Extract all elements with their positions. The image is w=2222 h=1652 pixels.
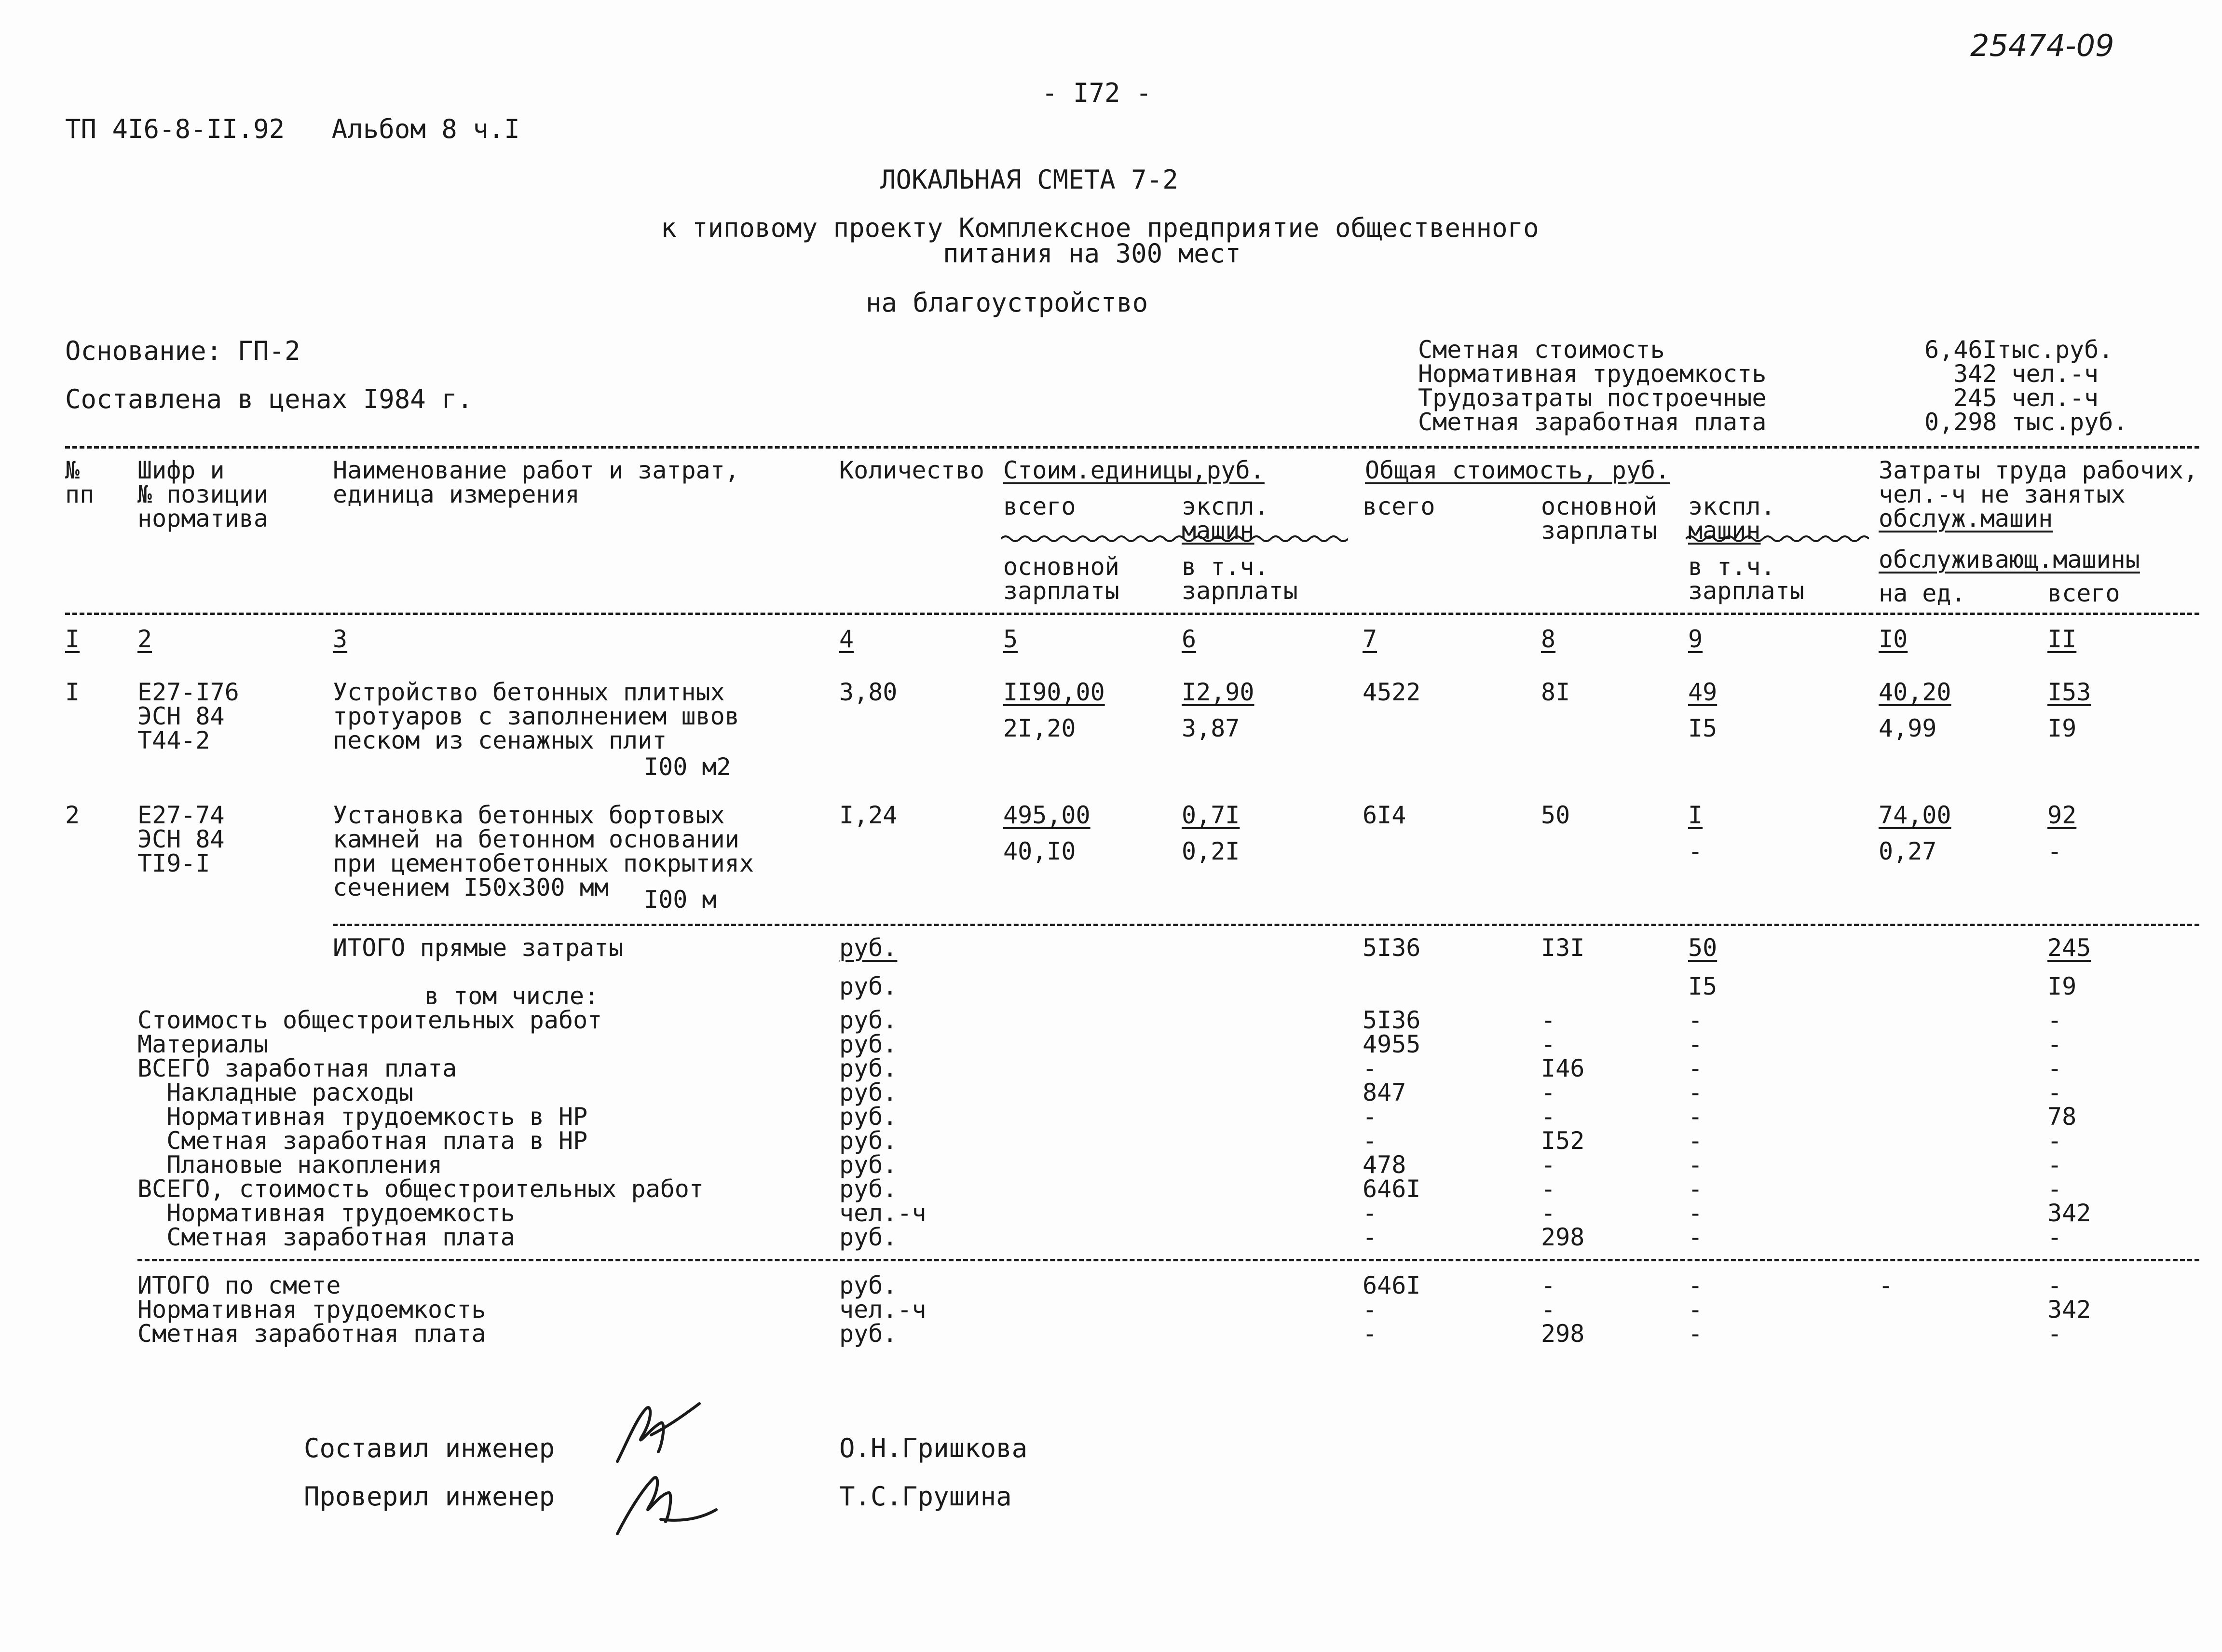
breakdown-label: Стоимость общестроительных работ bbox=[137, 1006, 602, 1034]
row-labor-total: 92 bbox=[2047, 801, 2077, 829]
row-code: Т44-2 bbox=[137, 726, 210, 754]
direct-costs-wage: I3I bbox=[1541, 934, 1585, 962]
row-total: 4522 bbox=[1363, 678, 1421, 706]
breakdown-total: 4955 bbox=[1363, 1030, 1421, 1058]
row-work-name: при цементобетонных покрытиях bbox=[333, 849, 754, 877]
row-unit-mach: I2,90 bbox=[1182, 678, 1254, 706]
totals-total: 646I bbox=[1363, 1271, 1421, 1299]
direct-costs-incl: I5 bbox=[1688, 972, 1718, 1000]
header-labor: обслуживающ.машины bbox=[1879, 546, 2140, 573]
direct-costs-label: ИТОГО прямые затраты bbox=[333, 934, 624, 962]
totals-labor: - bbox=[2047, 1271, 2062, 1299]
signature-image bbox=[608, 1399, 714, 1466]
row-unit-cost: 495,00 bbox=[1003, 801, 1091, 829]
breakdown-labor: 342 bbox=[2047, 1199, 2091, 1227]
row-code: ЭСН 84 bbox=[137, 702, 225, 730]
row-total: 6I4 bbox=[1363, 801, 1406, 829]
breakdown-label: ВСЕГО, стоимость общестроительных работ bbox=[137, 1175, 704, 1203]
column-number: 8 bbox=[1541, 625, 1556, 653]
breakdown-label: Материалы bbox=[137, 1030, 268, 1058]
breakdown-mach: - bbox=[1688, 1199, 1703, 1227]
signature-image bbox=[608, 1466, 723, 1539]
document-number: 25474-09 bbox=[1970, 28, 2114, 63]
header-labor: чел.-ч не занятых bbox=[1879, 480, 2126, 508]
breakdown-mach: - bbox=[1688, 1103, 1703, 1131]
row-work-name: тротуаров с заполнением швов bbox=[333, 702, 739, 730]
header-unit-incl: в т.ч. bbox=[1182, 553, 1269, 581]
header-unit-wage: зарплаты bbox=[1003, 577, 1119, 605]
estimate-purpose: на благоустройство bbox=[866, 287, 1148, 318]
breakdown-unit: руб. bbox=[839, 1151, 898, 1179]
breakdown-label: Сметная заработная плата в НР bbox=[137, 1127, 588, 1155]
row-unit-cost: II90,00 bbox=[1003, 678, 1105, 706]
row-number: I bbox=[65, 678, 80, 706]
header-per-unit: на ед. bbox=[1879, 579, 1966, 607]
header-unit-incl: зарплаты bbox=[1182, 577, 1298, 605]
header-work-name: Наименование работ и затрат, bbox=[333, 456, 739, 484]
breakdown-unit: руб. bbox=[839, 1103, 898, 1131]
checked-by-label: Проверил инженер bbox=[304, 1481, 555, 1512]
breakdown-mach: - bbox=[1688, 1127, 1703, 1155]
breakdown-total: - bbox=[1363, 1127, 1377, 1155]
totals-total: - bbox=[1363, 1320, 1377, 1348]
header-total-incl: в т.ч. bbox=[1688, 553, 1775, 581]
breakdown-label: Накладные расходы bbox=[137, 1079, 413, 1106]
breakdown-wage: - bbox=[1541, 1199, 1556, 1227]
row-labor-total-mach: - bbox=[2047, 837, 2062, 865]
totals-mach: - bbox=[1688, 1296, 1703, 1324]
breakdown-unit: руб. bbox=[839, 1030, 898, 1058]
breakdown-labor: - bbox=[2047, 1175, 2062, 1203]
totals-labor-unit: - bbox=[1879, 1271, 1894, 1299]
project-subtitle: к типовому проекту Комплексное предприятие общественного bbox=[661, 213, 1539, 243]
breakdown-unit: чел.-ч bbox=[839, 1199, 927, 1227]
breakdown-unit: руб. bbox=[839, 1006, 898, 1034]
header-unit-all: всего bbox=[1003, 492, 1076, 520]
header-total-wage: зарплаты bbox=[1541, 517, 1657, 545]
header-code: № позиции bbox=[137, 480, 268, 508]
row-unit-incl: 0,2I bbox=[1182, 837, 1240, 865]
header-total-cost: Общая стоимость, руб. bbox=[1365, 456, 1670, 484]
row-labor-unit-mach: 4,99 bbox=[1879, 714, 1937, 742]
page-number: - I72 - bbox=[1042, 78, 1152, 108]
breakdown-wage: - bbox=[1541, 1151, 1556, 1179]
breakdown-wage: - bbox=[1541, 1079, 1556, 1106]
row-total-mach: I bbox=[1688, 801, 1703, 829]
summary-label: Трудозатраты построечные bbox=[1418, 384, 1767, 412]
row-total-wage: 8I bbox=[1541, 678, 1570, 706]
breakdown-mach: - bbox=[1688, 1030, 1703, 1058]
summary-value: 6,46Iтыс.руб. bbox=[1924, 336, 2113, 364]
breakdown-labor: - bbox=[2047, 1151, 2062, 1179]
breakdown-unit: руб. bbox=[839, 1127, 898, 1155]
header-unit-mach: экспл. bbox=[1182, 492, 1269, 520]
totals-label: Нормативная трудоемкость bbox=[137, 1296, 486, 1324]
summary-value: 342 чел.-ч bbox=[1953, 360, 2099, 388]
breakdown-label: ВСЕГО заработная плата bbox=[137, 1054, 457, 1082]
header-unit-cost: Стоим.единицы,руб. bbox=[1003, 456, 1265, 484]
row-unit-wage: 2I,20 bbox=[1003, 714, 1076, 742]
breakdown-mach: - bbox=[1688, 1006, 1703, 1034]
header-total-mach: машин bbox=[1688, 517, 1761, 545]
summary-value: 0,298 тыс.руб. bbox=[1924, 408, 2128, 436]
column-number: 6 bbox=[1182, 625, 1197, 653]
breakdown-mach: - bbox=[1688, 1175, 1703, 1203]
prices-line: Составлена в ценах I984 г. bbox=[65, 384, 473, 414]
row-labor-unit: 40,20 bbox=[1879, 678, 1951, 706]
breakdown-mach: - bbox=[1688, 1223, 1703, 1251]
row-quantity: 3,80 bbox=[839, 678, 898, 706]
breakdown-mach: - bbox=[1688, 1079, 1703, 1106]
direct-costs-unit: руб. bbox=[839, 972, 898, 1000]
breakdown-labor: - bbox=[2047, 1054, 2062, 1082]
basis-line: Основание: ГП-2 bbox=[65, 336, 300, 366]
totals-total: - bbox=[1363, 1296, 1377, 1324]
breakdown-labor: 78 bbox=[2047, 1103, 2077, 1131]
summary-value: 245 чел.-ч bbox=[1953, 384, 2099, 412]
direct-costs-mach: 50 bbox=[1688, 934, 1718, 962]
row-code: Е27-I76 bbox=[137, 678, 239, 706]
header-unit-wage: основной bbox=[1003, 553, 1119, 581]
row-code: Е27-74 bbox=[137, 801, 225, 829]
header-labor: обслуж.машин bbox=[1879, 505, 2053, 532]
header-quantity: Количество bbox=[839, 456, 985, 484]
header-code: норматива bbox=[137, 505, 268, 532]
breakdown-total: - bbox=[1363, 1223, 1377, 1251]
totals-labor: 342 bbox=[2047, 1296, 2091, 1324]
breakdown-wage: - bbox=[1541, 1006, 1556, 1034]
row-total-mach: 49 bbox=[1688, 678, 1718, 706]
header-number: № bbox=[65, 456, 80, 484]
direct-costs-labor: 245 bbox=[2047, 934, 2091, 962]
breakdown-total: - bbox=[1363, 1103, 1377, 1131]
including-label: в том числе: bbox=[424, 982, 599, 1010]
breakdown-mach: - bbox=[1688, 1151, 1703, 1179]
row-labor-unit: 74,00 bbox=[1879, 801, 1951, 829]
totals-mach: - bbox=[1688, 1271, 1703, 1299]
summary-label: Сметная стоимость bbox=[1418, 336, 1665, 364]
header-labor: Затраты труда рабочих, bbox=[1879, 456, 2198, 484]
header-number: пп bbox=[65, 480, 95, 508]
breakdown-wage: I46 bbox=[1541, 1054, 1585, 1082]
wavy-underline bbox=[1686, 534, 1869, 544]
direct-costs-unit: руб. bbox=[839, 934, 898, 962]
breakdown-total: - bbox=[1363, 1199, 1377, 1227]
column-number: 5 bbox=[1003, 625, 1018, 653]
totals-unit: руб. bbox=[839, 1271, 898, 1299]
breakdown-wage: - bbox=[1541, 1103, 1556, 1131]
row-number: 2 bbox=[65, 801, 80, 829]
breakdown-label: Сметная заработная плата bbox=[137, 1223, 515, 1251]
breakdown-total: - bbox=[1363, 1054, 1377, 1082]
breakdown-labor: - bbox=[2047, 1079, 2062, 1106]
header-total-wage: основной bbox=[1541, 492, 1657, 520]
direct-costs-labor-mach: I9 bbox=[2047, 972, 2077, 1000]
breakdown-label: Плановые накопления bbox=[137, 1151, 443, 1179]
totals-label: ИТОГО по смете bbox=[137, 1271, 341, 1299]
breakdown-mach: - bbox=[1688, 1054, 1703, 1082]
row-total-incl: I5 bbox=[1688, 714, 1718, 742]
totals-labor: - bbox=[2047, 1320, 2062, 1348]
table-rule bbox=[65, 613, 2199, 615]
breakdown-unit: руб. bbox=[839, 1175, 898, 1203]
row-work-name: Устройство бетонных плитных bbox=[333, 678, 725, 706]
breakdown-unit: руб. bbox=[839, 1223, 898, 1251]
table-rule bbox=[65, 446, 2199, 449]
row-work-name: сечением I50х300 мм bbox=[333, 874, 609, 901]
breakdown-wage: - bbox=[1541, 1030, 1556, 1058]
row-work-name: камней на бетонном основании bbox=[333, 825, 739, 853]
column-number: 2 bbox=[137, 625, 152, 653]
header-work-name: единица измерения bbox=[333, 480, 580, 508]
breakdown-unit: руб. bbox=[839, 1079, 898, 1106]
breakdown-labor: - bbox=[2047, 1223, 2062, 1251]
column-number: II bbox=[2047, 625, 2077, 653]
summary-label: Нормативная трудоемкость bbox=[1418, 360, 1767, 388]
totals-mach: - bbox=[1688, 1320, 1703, 1348]
breakdown-total: 5I36 bbox=[1363, 1006, 1421, 1034]
breakdown-total: 478 bbox=[1363, 1151, 1406, 1179]
breakdown-label: Нормативная трудоемкость bbox=[137, 1199, 515, 1227]
header-total-incl: зарплаты bbox=[1688, 577, 1804, 605]
row-quantity: I,24 bbox=[839, 801, 898, 829]
compiled-by-label: Составил инженер bbox=[304, 1433, 555, 1463]
column-number: I0 bbox=[1879, 625, 1908, 653]
column-number: I bbox=[65, 625, 80, 653]
breakdown-wage: - bbox=[1541, 1175, 1556, 1203]
breakdown-unit: руб. bbox=[839, 1054, 898, 1082]
direct-costs-total: 5I36 bbox=[1363, 934, 1421, 962]
row-labor-total: I53 bbox=[2047, 678, 2091, 706]
totals-unit: чел.-ч bbox=[839, 1296, 927, 1324]
project-subtitle-2: питания на 300 мест bbox=[943, 238, 1241, 269]
totals-wage: - bbox=[1541, 1271, 1556, 1299]
compiled-by-name: О.Н.Гришкова bbox=[839, 1433, 1028, 1463]
row-code: ТI9-I bbox=[137, 849, 210, 877]
estimate-title: ЛОКАЛЬНАЯ СМЕТА 7-2 bbox=[880, 164, 1178, 195]
totals-unit: руб. bbox=[839, 1320, 898, 1348]
row-total-wage: 50 bbox=[1541, 801, 1570, 829]
header-code: Шифр и bbox=[137, 456, 225, 484]
breakdown-wage: I52 bbox=[1541, 1127, 1585, 1155]
totals-wage: 298 bbox=[1541, 1320, 1585, 1348]
breakdown-total: 847 bbox=[1363, 1079, 1406, 1106]
column-number: 3 bbox=[333, 625, 348, 653]
row-labor-total-mach: I9 bbox=[2047, 714, 2077, 742]
header-total-mach: экспл. bbox=[1688, 492, 1775, 520]
row-unit-mach: 0,7I bbox=[1182, 801, 1240, 829]
breakdown-label: Нормативная трудоемкость в НР bbox=[137, 1103, 588, 1131]
row-work-name: Установка бетонных бортовых bbox=[333, 801, 725, 829]
totals-label: Сметная заработная плата bbox=[137, 1320, 486, 1348]
breakdown-labor: - bbox=[2047, 1127, 2062, 1155]
row-unit: I00 м2 bbox=[644, 753, 731, 781]
album-reference: ТП 4I6-8-II.92 Альбом 8 ч.I bbox=[65, 114, 520, 144]
row-total-incl: - bbox=[1688, 837, 1703, 865]
row-unit-wage: 40,I0 bbox=[1003, 837, 1076, 865]
table-rule bbox=[137, 1259, 2199, 1261]
breakdown-wage: 298 bbox=[1541, 1223, 1585, 1251]
column-number: 4 bbox=[839, 625, 854, 653]
wavy-underline bbox=[1001, 534, 1348, 544]
row-unit-incl: 3,87 bbox=[1182, 714, 1240, 742]
totals-wage: - bbox=[1541, 1296, 1556, 1324]
checked-by-name: Т.С.Грушина bbox=[839, 1481, 1012, 1512]
breakdown-total: 646I bbox=[1363, 1175, 1421, 1203]
breakdown-labor: - bbox=[2047, 1030, 2062, 1058]
header-labor-all: всего bbox=[2047, 579, 2120, 607]
breakdown-labor: - bbox=[2047, 1006, 2062, 1034]
table-rule bbox=[333, 924, 2199, 926]
header-total-all: всего bbox=[1363, 492, 1435, 520]
row-work-name: песком из сенажных плит bbox=[333, 726, 667, 754]
summary-label: Сметная заработная плата bbox=[1418, 408, 1767, 436]
row-labor-unit-mach: 0,27 bbox=[1879, 837, 1937, 865]
header-unit-mach: машин bbox=[1182, 517, 1254, 545]
row-unit: I00 м bbox=[644, 886, 717, 914]
column-number: 9 bbox=[1688, 625, 1703, 653]
row-code: ЭСН 84 bbox=[137, 825, 225, 853]
column-number: 7 bbox=[1363, 625, 1377, 653]
